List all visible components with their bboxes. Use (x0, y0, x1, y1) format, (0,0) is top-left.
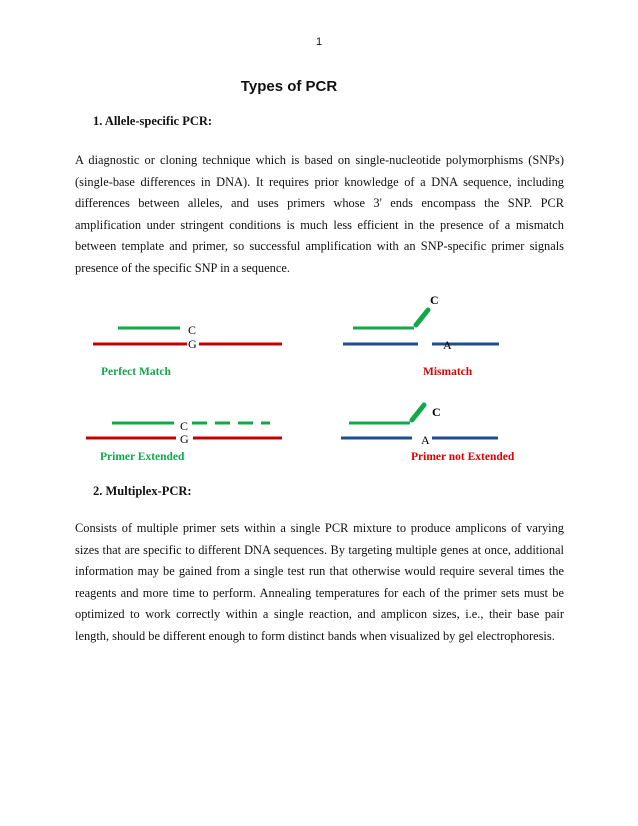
section-paragraph-allele-specific: A diagnostic or cloning technique which is based on single-nucleotide polymorphisms (SNPs) (single-base differences in DNA). It requires prior knowledge of a DNA sequence, including differences between alleles, and uses primers whose 3' ends encompass the SNP. PCR amplification under stringent conditions is much less efficient in the presence of a mismatch between template and primer, so successful amplification with an SNP-specific primer signals presence of the specific SNP in a sequence. (75, 153, 564, 275)
template-base-label: A (421, 433, 430, 447)
primer-base-label: C (430, 293, 439, 307)
template-base-label: G (188, 337, 197, 351)
primer-extended-caption: Primer Extended (100, 451, 185, 463)
template-base-label: A (443, 338, 452, 352)
allele-specific-pcr-diagram (0, 285, 638, 470)
primer-base-label: C (180, 419, 189, 433)
primer-extended-panel (86, 419, 282, 463)
mismatch-caption: Mismatch (423, 366, 473, 378)
primer-base-label: C (432, 405, 441, 419)
section-heading-allele-specific: 1. Allele-specific PCR: (93, 114, 213, 128)
perfect-match-panel (93, 323, 282, 378)
mismatched-primer-end (412, 405, 424, 420)
primer-not-extended-caption: Primer not Extended (411, 451, 515, 463)
mismatch-panel (343, 293, 499, 378)
template-base-label: G (180, 432, 189, 446)
primer-not-extended-panel (341, 405, 515, 463)
perfect-match-caption: Perfect Match (101, 366, 171, 378)
mismatched-primer-end (416, 310, 428, 325)
section-paragraph-multiplex: Consists of multiple primer sets within a single PCR mixture to produce amplicons of varying sizes that are specific to different DNA sequences. By targeting multiple genes at once, additional information may be gained from a single test run that otherwise would require several times the reagents and more time to perform. Annealing temperatures for each of the primer sets must be optimized to work correctly within a single reaction, and amplicon sizes, i.e., their base pair length, should be different enough to form distinct bands when visualized by gel electrophoresis. (75, 521, 564, 643)
section-heading-multiplex: 2. Multiplex-PCR: (93, 484, 192, 498)
page-number: 1 (315, 36, 323, 48)
page-title: Types of PCR (240, 78, 338, 95)
primer-base-label: C (188, 323, 197, 337)
